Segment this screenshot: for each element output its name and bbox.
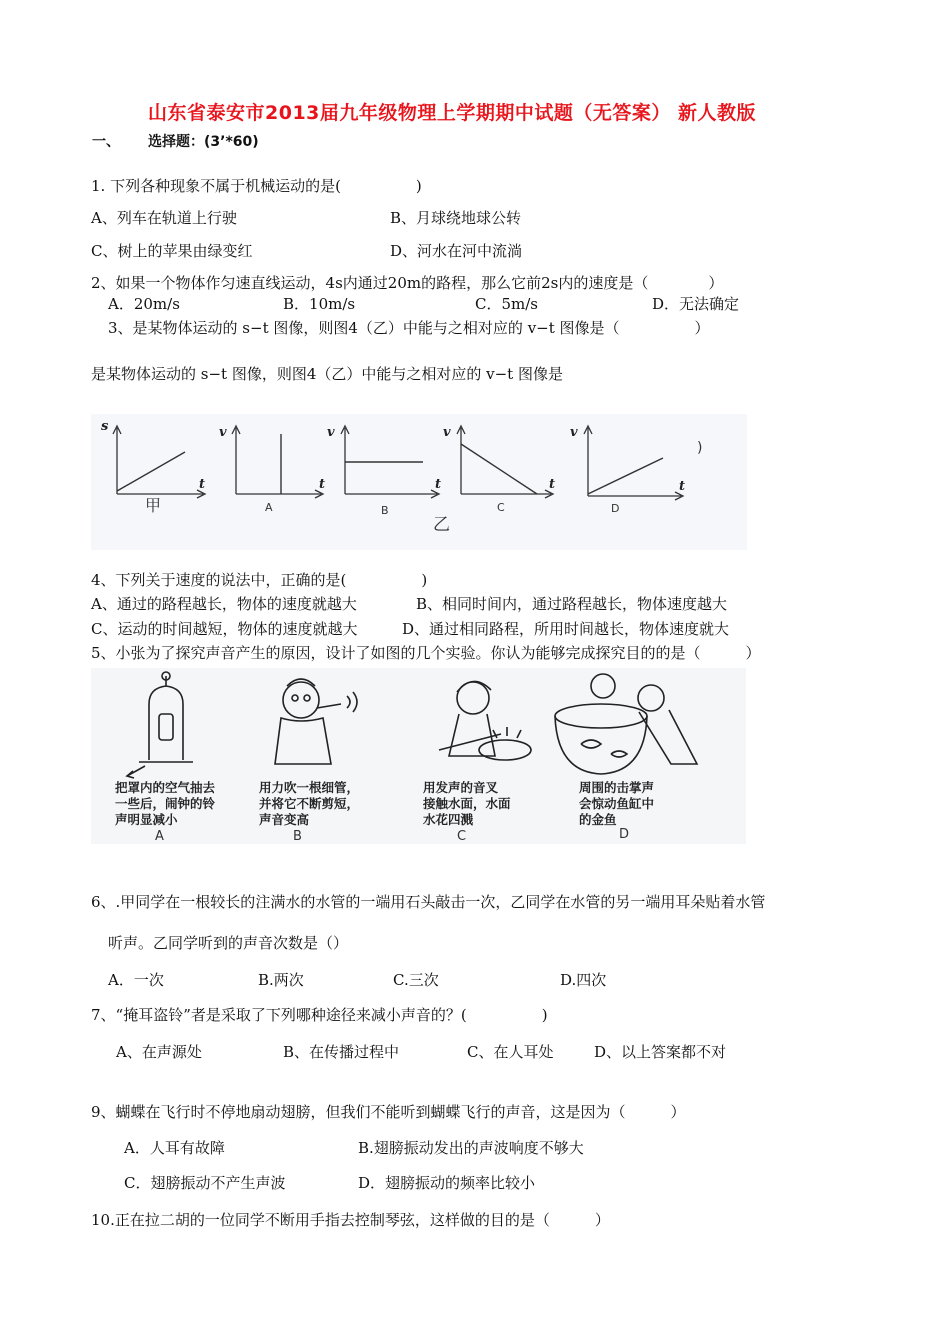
graph-jia [101, 419, 205, 515]
q10-stem: 10.正在拉二胡的一位同学不断用手指去控制琴弦，这样做的目的是（ ） [91, 1211, 610, 1229]
q9-option-c: C．翅膀振动不产生声波 [124, 1174, 286, 1192]
q6-option-a: A．一次 [108, 971, 164, 989]
q7-option-d: D、以上答案都不对 [594, 1043, 727, 1061]
motion-graphs-svg [91, 414, 747, 550]
graph-d-line [588, 458, 663, 494]
q1-stem: 1. 下列各种现象不属于机械运动的是( ) [91, 177, 422, 195]
experiment-a-caption-line3: 声明显减小 [115, 812, 178, 827]
q6-option-d: D.四次 [560, 971, 607, 989]
q1-option-b: B、月球绕地球公转 [390, 209, 522, 227]
experiment-d-caption-line3: 的金鱼 [579, 812, 617, 827]
q9-option-b: B.翅膀振动发出的声波响度不够大 [358, 1139, 584, 1157]
experiment-a-caption-line2: 一些后，闹钟的铃 [115, 796, 216, 811]
q6-stem: 6、.甲同学在一根较长的注满水的水管的一端用石头敲击一次，乙同学在水管的另一端用耳朵贴着水管 [91, 893, 766, 911]
q2-option-c: C．5m/s [475, 295, 538, 313]
experiment-c-caption-line2: 接触水面，水面 [423, 796, 511, 811]
experiment-a-label: A [155, 829, 164, 844]
experiment-c-tuning-fork [422, 681, 531, 844]
q2-option-d: D．无法确定 [652, 295, 740, 313]
graph-jia-caption: 甲 [145, 496, 162, 515]
q9-option-a: A．人耳有故障 [124, 1139, 225, 1157]
q4-stem: 4、下列关于速度的说法中，正确的是( ) [91, 571, 428, 589]
sound-experiments-figure [91, 668, 746, 844]
graph-d-v-label: v [570, 425, 578, 440]
graph-a-caption: A [265, 501, 273, 514]
experiment-c-caption-line1: 用发声的音叉 [423, 780, 499, 795]
q6-option-b: B.两次 [258, 971, 304, 989]
q4-option-d: D、通过相同路程，所用时间越长，物体速度就大 [402, 620, 730, 638]
graph-c-v-label: v [443, 425, 451, 440]
graph-b-caption: B [381, 504, 389, 517]
q7-option-b: B、在传播过程中 [283, 1043, 400, 1061]
q7-option-c: C、在人耳处 [467, 1043, 554, 1061]
experiment-b-caption-line1: 用力吹一根细管， [259, 780, 360, 795]
sound-experiments-svg [91, 668, 746, 844]
graph-c-line [461, 444, 537, 494]
q3-repeat-text: 是某物体运动的 s−t 图像，则图4（乙）中能与之相对应的 v−t 图像是 [91, 365, 563, 383]
motion-graphs-figure [91, 414, 747, 550]
q4-option-c: C、运动的时间越短，物体的速度就越大 [91, 620, 358, 638]
q5-stem: 5、小张为了探究声音产生的原因，设计了如图的几个实验。你认为能够完成探究目的的是（ ） [91, 644, 761, 662]
graph-jia-s-label: s [101, 419, 109, 434]
graph-c-caption: C [497, 501, 505, 514]
q1-option-c: C、树上的苹果由绿变红 [91, 242, 253, 260]
experiment-d-caption-line2: 会惊动鱼缸中 [579, 796, 655, 811]
experiment-c-caption-line3: 水花四溅 [423, 812, 474, 827]
q1-option-a: A、列车在轨道上行驶 [91, 209, 237, 227]
graph-jia-line [117, 452, 185, 491]
experiment-d-caption-line1: 周围的击掌声 [579, 780, 655, 795]
graph-a-t-label: t [319, 477, 326, 492]
graph-d [570, 425, 685, 515]
section-label: 选择题：(3’*60) [148, 134, 259, 150]
experiment-a-bell-jar [115, 672, 216, 844]
experiment-a-caption-line1: 把罩内的空气抽去 [115, 780, 216, 795]
experiment-b-label: B [293, 829, 302, 844]
graph-a [219, 425, 325, 514]
graph-c-t-label: t [549, 477, 556, 492]
graph-jia-t-label: t [199, 477, 206, 492]
q4-option-b: B、相同时间内，通过路程越长，物体速度越大 [416, 595, 728, 613]
graph-b-v-label: v [327, 425, 335, 440]
q7-stem: 7、“掩耳盗铃”者是采取了下列哪种途径来减小声音的？( ) [91, 1006, 548, 1024]
experiment-c-label: C [457, 829, 467, 844]
experiment-d-fish-tank [555, 674, 697, 842]
q4-option-a: A、通过的路程越长，物体的速度就越大 [91, 595, 357, 613]
experiment-b-caption-line2: 并将它不断剪短， [259, 796, 360, 811]
q9-stem: 9、蝴蝶在飞行时不停地扇动翅膀，但我们不能听到蝴蝶飞行的声音，这是因为（ ） [91, 1103, 686, 1121]
q2-stem: 2、如果一个物体作匀速直线运动，4s内通过20m的路程，那么它前2s内的速度是（ ） [91, 274, 724, 292]
section-number: 一、 [92, 134, 120, 150]
graph-c [443, 425, 555, 514]
experiment-b-tube [259, 679, 359, 844]
q2-option-a: A．20m/s [108, 295, 180, 313]
page-title: 山东省泰安市2013届九年级物理上学期期中试题（无答案） 新人教版 [148, 102, 756, 124]
experiment-b-caption-line3: 声音变高 [259, 812, 310, 827]
q6-stem-continued: 听声。乙同学听到的声音次数是（） [108, 934, 349, 952]
graph-paren: ) [697, 440, 703, 456]
q2-option-b: B．10m/s [283, 295, 356, 313]
q7-option-a: A、在声源处 [116, 1043, 202, 1061]
graph-a-v-label: v [219, 425, 227, 440]
graph-b-t-label: t [435, 477, 442, 492]
graph-yi-caption: 乙 [433, 515, 450, 535]
experiment-d-label: D [619, 827, 630, 842]
q3-stem: 3、是某物体运动的 s−t 图像，则图4（乙）中能与之相对应的 v−t 图像是（ ） [108, 319, 710, 337]
graph-b [327, 425, 450, 535]
graph-d-caption: D [611, 502, 620, 515]
q6-option-c: C.三次 [393, 971, 439, 989]
q9-option-d: D．翅膀振动的频率比较小 [358, 1174, 536, 1192]
q1-option-d: D、河水在河中流淌 [390, 242, 523, 260]
graph-d-t-label: t [679, 479, 686, 494]
